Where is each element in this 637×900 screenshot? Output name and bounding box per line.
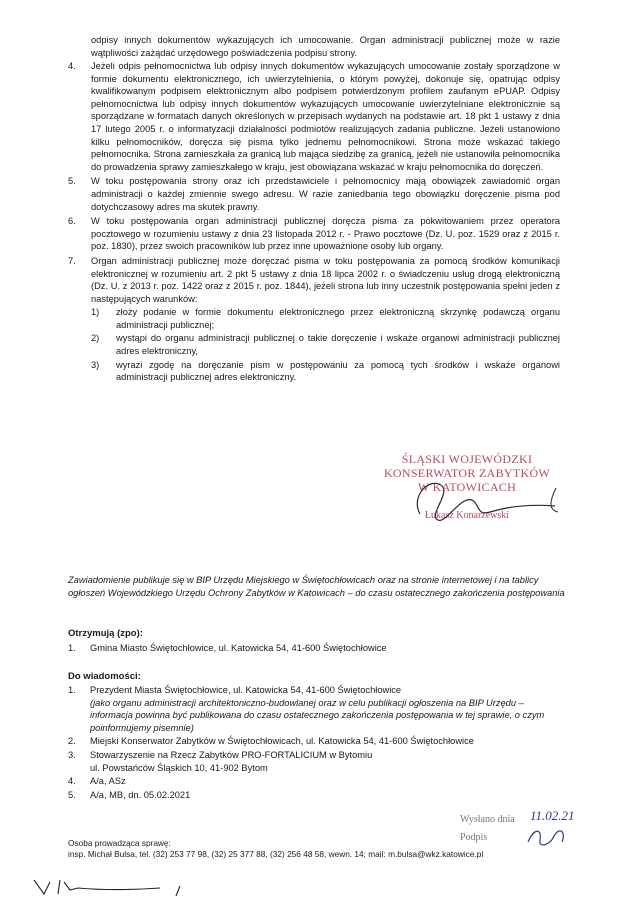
item-number: 4. xyxy=(68,61,76,71)
list-item-4 xyxy=(68,60,560,173)
list-item-5 xyxy=(68,175,560,213)
item-text: A/a, ASz xyxy=(90,776,126,787)
list-item xyxy=(68,775,568,788)
item-text: Miejski Konserwator Zabytków w Świętochłowicach, ul. Katowicka 54, 41-600 Świętochłowice xyxy=(90,736,474,747)
case-officer-label: Osoba prowadząca sprawę: xyxy=(68,838,171,848)
list-item xyxy=(68,735,568,748)
item-number: 7. xyxy=(68,255,76,266)
item-number: 5. xyxy=(68,789,76,800)
item-number: 1. xyxy=(68,643,76,653)
list-item xyxy=(68,789,568,802)
item-address: ul. Powstańców Śląskich 10, 41-902 Bytom xyxy=(90,762,268,773)
list-item-7 xyxy=(68,255,560,384)
item-note: (jako organu administracji architektoniczno-budowlanej oraz w celu publikacji ogłoszenia na BIP Urzędu – informacja powinna być publikowana do czasu ostatecznego zakończenia postępowania w tej sprawie, o czym poinformujemy pisemnie) xyxy=(90,697,545,733)
list-item xyxy=(68,642,568,655)
item-text: Stowarzyszenie na Rzecz Zabytków PRO-FORTALICIUM w Bytomiu xyxy=(90,749,373,760)
initials-signature-icon xyxy=(520,824,580,850)
handwritten-signature-icon xyxy=(380,466,580,526)
info-heading: Do wiadomości: xyxy=(68,671,141,682)
sub-item-text: wystąpi do organu administracji publicznej o takie doręczenie i wskaże organowi administracji publicznej adres elektroniczny, xyxy=(116,333,560,357)
case-officer-contact: insp. Michał Bulsa, tel. (32) 253 77 98, (32) 25 377 88, (32) 256 48 58, wewn. 14; mail: m.bulsa@wkz.katowice.pl xyxy=(68,849,484,859)
sub-item-number: 3) xyxy=(91,359,100,370)
sub-item-1 xyxy=(91,306,560,331)
sub-item-number: 2) xyxy=(91,333,100,344)
continued-paragraph: odpisy innych dokumentów wykazujących ich umocowanie. Organ administracji publicznej może w razie wątpliwości zażądać urzędowego poświadczenia podpisu strony. xyxy=(91,35,560,58)
stamp-line-1: ŚLĄSKI WOJEWÓDZKI xyxy=(401,452,533,466)
item-text: Gmina Miasto Świętochłowice, ul. Katowicka 54, 41-600 Świętochłowice xyxy=(90,643,387,653)
item-number: 4. xyxy=(68,776,76,787)
item-number: 6. xyxy=(68,216,76,227)
sub-item-text: wyrazi zgodę na doręczanie pism w postępowaniu za pomocą tych środków i wskaże organowi administracji publicznej adres elektroniczny. xyxy=(116,359,560,383)
sub-item-number: 1) xyxy=(91,307,100,318)
item-text: A/a, MB, dn. 05.02.2021 xyxy=(90,789,191,800)
list-item xyxy=(68,684,568,734)
item-number: 3. xyxy=(68,749,76,760)
item-number: 2. xyxy=(68,736,76,747)
stamp-line-3: W KATOWICACH xyxy=(417,480,517,494)
recipients-list xyxy=(68,642,568,656)
stamp-name: Łukasz Konarzewski xyxy=(424,510,510,521)
sub-item-3 xyxy=(91,359,560,384)
sub-item-text: złoży podanie w formie dokumentu elektronicznego przez elektroniczną skrzynkę podawczą organu administracji publicznej; xyxy=(116,307,560,330)
sign-label: Podpis xyxy=(460,832,488,843)
item-text: W toku postępowania organ administracji publicznej doręcza pisma za pokwitowaniem przez operatora pocztowego w rozumieniu ustawy z dnia 23 listopada 2012 r. - Prawo pocztowe (Dz. U. poz. 1529 oraz z 2015 r. poz. 1830), przez swoich pracowników lub przez inne upoważnione osoby lub organy. xyxy=(91,216,560,252)
item-text: Organ administracji publicznej może doręczać pisma w toku postępowania za pomocą środków komunikacji elektronicznej w rozumieniu art. 2 pkt 5 ustawy z dnia 18 lipca 2002 r. o świadczeniu usług drogą elektroniczną (Dz. U. z 2013 r. poz. 1422 oraz z 2015 r. poz. 1844), jeżeli strona lub inny uczestnik postępowania spełni jeden z następujących warunków: xyxy=(91,255,560,304)
stamp-line-2: KONSERWATOR ZABYTKÓW xyxy=(383,466,551,480)
item-text: Prezydent Miasta Świętochłowice, ul. Katowicka 54, 41-600 Świętochłowice xyxy=(90,685,402,695)
footer xyxy=(68,838,483,860)
sent-label: Wysłano dnia xyxy=(460,814,515,825)
item-number: 5. xyxy=(68,176,76,187)
recipients-heading: Otrzymują (zpo): xyxy=(68,628,143,639)
sub-item-2 xyxy=(91,332,560,357)
list-item-6 xyxy=(68,215,560,253)
item-text: Jeżeli odpis pełnomocnictwa lub odpisy innych dokumentów wykazujących umocowanie zostały sporządzone w formie dokumentu elektronicznego, ich uwierzytelnienia, o którym powyżej, dokonuje się, opatrując odpisy kwalifikowanym podpisem elektronicznym albo podpisem potwierdzonym profilem zaufanym ePUAP. Odpisy pełnomocnictwa lub odpisy innych dokumentów wykazujących umocowanie uwierzytelniane elektronicznie są sporządzane w formatach danych określonych w przepisach wydanych na podstawie art. 18 pkt 1 ustawy z dnia 17 lutego 2005 r. o informatyzacji działalności podmiotów realizujących zadania publiczne. Jeżeli ustanowiono kilku pełnomocników, doręcza się pisma tylko jednemu pełnomocnikowi. Strona może wskazać takiego pełnomocnika. Strona zamieszkała za granicą lub mająca siedzibę za granicą, jeżeli nie ustanowiła pełnomocnika do prowadzenia sprawy zamieszkałego w kraju, jest obowiązana wskazać w kraju pełnomocnika do doręczeń. xyxy=(91,61,560,172)
item-number: 1. xyxy=(68,685,76,695)
item-text: W toku postępowania strony oraz ich przedstawiciele i pełnomocnicy mają obowiązek zawiadomić organ administracji o każdej zmiennie swego adresu. W razie zaniedbania tego obowiązku doręczenie pisma pod dotychczasowy adres ma skutek prawny. xyxy=(91,176,560,212)
list-item xyxy=(68,749,568,774)
publication-notice: Zawiadomienie publikuje się w BIP Urzędu Miejskiego w Świętochłowicach oraz na stronie internetowej i na tablicy ogłoszeń Wojewódzkiego Urzędu Ochrony Zabytków w Katowicach – do czasu ostatecznego zakończenia postępowania xyxy=(68,575,565,598)
info-list xyxy=(68,684,568,802)
bottom-scribble-icon xyxy=(30,876,230,898)
numbered-list xyxy=(68,60,560,386)
sent-date: 11.02.21 xyxy=(530,808,575,823)
